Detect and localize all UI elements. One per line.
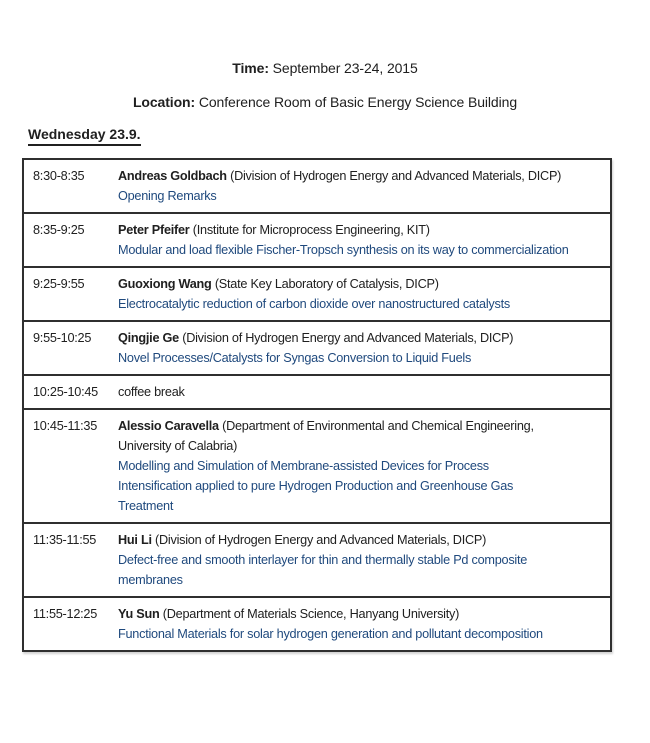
speaker-line [118,274,610,294]
speaker-affiliation: (Division of Hydrogen Energy and Advanced Materials, DICP) [151,533,487,547]
session-details [118,410,610,522]
schedule-row [24,320,610,374]
speaker-line [118,530,610,550]
speaker-name: Andreas Goldbach [118,169,227,183]
speaker-affiliation: (Division of Hydrogen Energy and Advanced Materials, DICP) [226,169,562,183]
talk-title-line: Functional Materials for solar hydrogen generation and pollutant decomposition [118,627,543,641]
time-slot: 10:25-10:45 [33,385,98,399]
speaker-name: Alessio Caravella [118,419,219,433]
speaker-name: Peter Pfeifer [118,223,190,237]
speaker-line [118,416,610,436]
session-details [118,214,610,266]
speaker-name: Yu Sun [118,607,160,621]
day-heading [28,126,650,146]
talk-title-line: membranes [118,573,183,587]
speaker-line [118,220,610,240]
speaker-line [118,166,610,186]
break-note: coffee break [118,385,185,399]
affiliation-continued: University of Calabria) [118,439,238,453]
schedule-row [24,266,610,320]
schedule-row [24,160,610,212]
time-slot: 9:25-9:55 [33,277,85,291]
talk-title-line: Treatment [118,499,174,513]
schedule-row [24,596,610,650]
time-slot: 8:30-8:35 [33,169,85,183]
speaker-affiliation: (Division of Hydrogen Energy and Advanced Materials, DICP) [178,331,514,345]
talk-title-line: Electrocatalytic reduction of carbon dioxide over nanostructured catalysts [118,297,510,311]
session-details [118,322,610,374]
speaker-affiliation: (Department of Materials Science, Hanyang University) [159,607,460,621]
speaker-line [118,328,610,348]
talk-title-line: Opening Remarks [118,189,217,203]
time-value: September 23-24, 2015 [268,60,418,76]
location-label: Location: [132,94,196,110]
session-details [118,376,610,408]
location-value: Conference Room of Basic Energy Science Building [195,94,518,110]
schedule-row-break [24,374,610,408]
speaker-name: Guoxiong Wang [118,277,212,291]
schedule-row [24,212,610,266]
time-slot: 11:35-11:55 [33,533,97,547]
speaker-affiliation: (Department of Environmental and Chemical Engineering, [218,419,534,433]
speaker-line [118,604,610,624]
time-slot: 10:45-11:35 [33,419,98,433]
talk-title-line: Modular and load flexible Fischer-Tropsch synthesis on its way to commercialization [118,243,569,257]
time-label: Time: [232,60,269,76]
speaker-name: Hui Li [118,533,152,547]
document-header [0,0,650,111]
day-heading-text: Wednesday 23.9. [28,126,141,146]
event-time-line [0,60,650,77]
session-details [118,268,610,320]
speaker-affiliation: (State Key Laboratory of Catalysis, DICP) [211,277,439,291]
speaker-affiliation: (Institute for Microprocess Engineering, KIT) [189,223,430,237]
schedule-row [24,522,610,596]
talk-title-line: Intensification applied to pure Hydrogen Production and Greenhouse Gas [118,479,514,493]
session-details [118,160,610,212]
speaker-name: Qingjie Ge [118,331,179,345]
session-details [118,524,610,596]
time-slot: 9:55-10:25 [33,331,92,345]
talk-title-line: Modelling and Simulation of Membrane-assisted Devices for Process [118,459,489,473]
event-location-line [0,94,650,111]
session-details [118,598,610,650]
time-slot: 8:35-9:25 [33,223,85,237]
schedule-table [22,158,612,652]
time-slot: 11:55-12:25 [33,607,98,621]
talk-title-line: Novel Processes/Catalysts for Syngas Conversion to Liquid Fuels [118,351,472,365]
schedule-row [24,408,610,522]
talk-title-line: Defect-free and smooth interlayer for thin and thermally stable Pd composite [118,553,528,567]
